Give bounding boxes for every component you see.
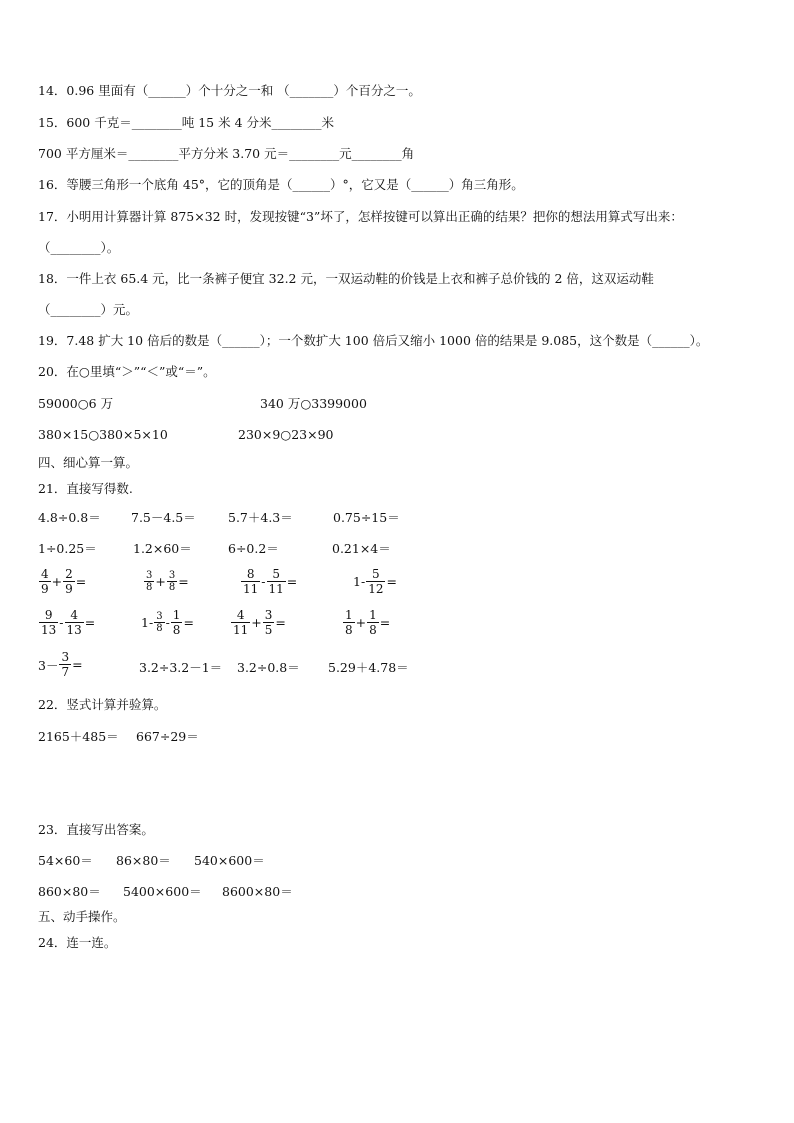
- calc-item: 86×80＝: [116, 853, 171, 868]
- calc-item: 5.7＋4.3＝: [228, 510, 293, 525]
- fraction: $\frac{3}{8}$: [156, 611, 163, 634]
- question-14: 14．0.96 里面有（______）个十分之一和 （_______）个百分之一。: [38, 83, 421, 98]
- calc-item: 3.2÷3.2－1＝: [139, 660, 223, 675]
- compare-item: 230×9○23×90: [238, 427, 334, 442]
- calc-item: 7.5－4.5＝: [131, 510, 196, 525]
- fraction: $\frac{4}{9}$: [41, 567, 49, 596]
- fraction-problem: $\frac{1}{8}$ + $\frac{1}{8}$ =: [345, 608, 391, 637]
- fraction: $\frac{5}{11}$: [268, 567, 284, 596]
- fraction-problem: 3－ $\frac{3}{7}$ =: [38, 650, 83, 679]
- compare-item: 59000○6 万: [38, 396, 114, 411]
- question-15-line1: 15．600 千克＝________吨 15 米 4 分米________米: [38, 115, 334, 130]
- question-24: 24．连一连。: [38, 935, 117, 950]
- calc-item: 0.21×4＝: [332, 541, 391, 556]
- calc-item: 6÷0.2＝: [228, 541, 279, 556]
- fraction: $\frac{1}{8}$: [345, 608, 353, 637]
- calc-item: 1.2×60＝: [133, 541, 192, 556]
- fraction: $\frac{5}{12}$: [368, 567, 384, 596]
- calc-item: 5.29＋4.78＝: [328, 660, 409, 675]
- question-15-line2: 700 平方厘米＝________平方分米 3.70 元＝________元________角: [38, 146, 415, 161]
- fraction: $\frac{4}{13}$: [66, 608, 82, 637]
- fraction: $\frac{3}{8}$: [146, 570, 153, 593]
- calc-item: 667÷29＝: [136, 729, 199, 744]
- calc-item: 0.75÷15＝: [333, 510, 400, 525]
- fraction: $\frac{1}{8}$: [172, 608, 181, 637]
- calc-item: 1÷0.25＝: [38, 541, 97, 556]
- question-17-line1: 17．小明用计算器计算 875×32 时，发现按键“3”坏了，怎样按键可以算出正确的结果？把你的想法用算式写出来：: [38, 209, 683, 224]
- fraction-problem: $\frac{4}{9}$ + $\frac{2}{9}$ =: [41, 567, 87, 596]
- calc-item: 8600×80＝: [222, 884, 293, 899]
- calc-item: 3.2÷0.8＝: [237, 660, 300, 675]
- compare-item: 340 万○3399000: [260, 396, 367, 411]
- fraction: $\frac{3}{7}$: [61, 650, 70, 679]
- fraction-problem: $\frac{9}{13}$ - $\frac{4}{13}$ =: [41, 608, 96, 637]
- question-21: 21．直接写得数.: [38, 481, 133, 496]
- fraction-problem: 1- $\frac{3}{8}$ - $\frac{1}{8}$ =: [141, 608, 194, 637]
- fraction-problem: $\frac{4}{11}$ + $\frac{3}{5}$ =: [233, 608, 286, 637]
- question-16: 16．等腰三角形一个底角 45°，它的顶角是（______）°，它又是（______）角三角形。: [38, 177, 524, 192]
- question-20: 20．在○里填“＞”“＜”或“＝”。: [38, 364, 216, 379]
- section-4-heading: 四、细心算一算。: [38, 455, 139, 470]
- section-5-heading: 五、动手操作。: [38, 909, 126, 924]
- fraction: $\frac{9}{13}$: [41, 608, 57, 637]
- calc-item: 860×80＝: [38, 884, 101, 899]
- fraction: $\frac{4}{11}$: [233, 608, 249, 637]
- compare-item: 380×15○380×5×10: [38, 427, 168, 442]
- fraction: $\frac{3}{5}$: [264, 608, 273, 637]
- calc-item: 5400×600＝: [123, 884, 202, 899]
- fraction: $\frac{8}{11}$: [243, 567, 259, 596]
- question-19: 19．7.48 扩大 10 倍后的数是（______）；一个数扩大 100 倍后又缩小 1000 倍的结果是 9.085，这个数是（______）。: [38, 333, 709, 348]
- calc-item: 4.8÷0.8＝: [38, 510, 101, 525]
- question-18-line2: （________）元。: [38, 302, 139, 317]
- question-22: 22．竖式计算并验算。: [38, 697, 167, 712]
- question-23: 23．直接写出答案。: [38, 822, 154, 837]
- calc-item: 2165＋485＝: [38, 729, 119, 744]
- calc-item: 54×60＝: [38, 853, 93, 868]
- fraction-problem: 1- $\frac{5}{12}$ =: [353, 567, 397, 596]
- fraction: $\frac{2}{9}$: [65, 567, 73, 596]
- fraction-problem: $\frac{3}{8}$ + $\frac{3}{8}$ =: [146, 570, 189, 593]
- calc-item: 540×600＝: [194, 853, 265, 868]
- question-17-line2: （________）。: [38, 240, 120, 255]
- fraction: $\frac{1}{8}$: [369, 608, 377, 637]
- question-18-line1: 18．一件上衣 65.4 元，比一条裤子便宜 32.2 元，一双运动鞋的价钱是上衣和裤子总价钱的 2 倍，这双运动鞋: [38, 271, 654, 286]
- fraction: $\frac{3}{8}$: [168, 570, 176, 593]
- fraction-problem: $\frac{8}{11}$ - $\frac{5}{11}$ =: [243, 567, 298, 596]
